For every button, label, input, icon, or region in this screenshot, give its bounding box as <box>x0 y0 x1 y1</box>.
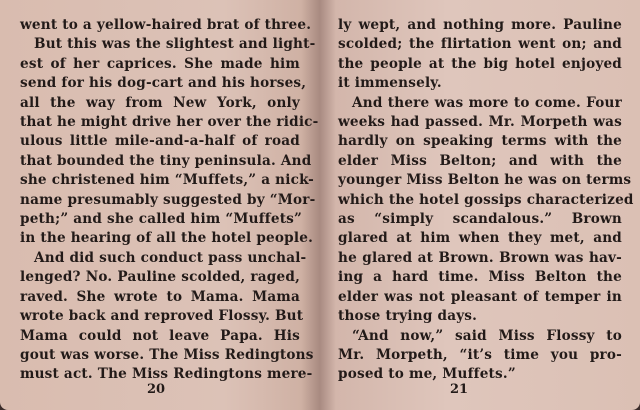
text-line: Mama could not leave Papa. His <box>20 327 300 344</box>
text-line: as “simply scandalous.” Brown <box>338 211 622 228</box>
text-line: send for his dog-cart and his horses, <box>20 75 307 92</box>
text-line: lenged? No. Pauline scolded, raged, <box>20 269 300 286</box>
text-line: Mr. Morpeth, “it’s time you pro- <box>338 346 622 363</box>
text-line: ly wept, and nothing more. Pauline <box>338 17 622 33</box>
text-line: name presumably suggested by “Mor- <box>20 191 316 208</box>
right-page <box>320 0 640 410</box>
text-line: elder Miss Belton; and with the <box>338 152 622 169</box>
text-line: And there was more to come. Four <box>352 94 622 111</box>
right-page-text <box>338 16 634 385</box>
text-line: it immensely. <box>338 75 442 92</box>
page-number: 21 <box>450 382 469 397</box>
text-line: “And now,” said Miss Flossy to <box>352 327 622 344</box>
text-line: elder was not pleasant of temper in <box>338 288 622 305</box>
text-line: raved. She wrote to Mama. Mama <box>20 288 300 305</box>
text-line: But this was the slightest and light- <box>34 36 316 53</box>
text-line: ing a hard time. Miss Belton the <box>338 269 622 286</box>
text-line: And did such conduct pass unchal- <box>34 249 307 266</box>
text-line: ulous little mile-and-a-half of road <box>20 133 300 150</box>
text-line: which the hotel gossips characterized <box>338 191 634 208</box>
text-line: must act. The Miss Redingtons mere- <box>20 366 313 383</box>
text-line: glared at him when they met, and <box>338 230 622 247</box>
text-line: posed to me, Muffets.” <box>338 366 516 383</box>
text-line: those trying days. <box>338 308 478 325</box>
text-line: peth;” and she called him “Muffets” <box>20 211 303 228</box>
text-line: that he might drive her over the ridic- <box>20 114 319 131</box>
text-line: weeks had passed. Mr. Morpeth was <box>338 114 622 131</box>
text-line: younger Miss Belton he was on terms <box>338 172 632 189</box>
left-page-text <box>20 16 319 385</box>
text-line: in the hearing of all the hotel people. <box>20 230 314 247</box>
page-number: 20 <box>147 382 166 397</box>
text-line: the people at the big hotel enjoyed <box>338 55 622 72</box>
text-line: she christened him “Muffets,” a nick- <box>20 172 315 189</box>
text-line: hardly on speaking terms with the <box>338 133 622 150</box>
text-line: gout was worse. The Miss Redingtons <box>20 346 314 363</box>
text-line: went to a yellow-haired brat of three. <box>20 17 312 33</box>
text-line: est of her caprices. She made him <box>20 55 300 72</box>
text-line: all the way from New York, only <box>20 94 300 111</box>
text-line: wrote back and reproved Flossy. But <box>20 308 304 325</box>
text-line: that bounded the tiny peninsula. And <box>20 152 312 169</box>
text-line: he glared at Brown. Brown was hav- <box>338 249 622 266</box>
text-line: scolded; the flirtation went on; and <box>338 36 622 53</box>
